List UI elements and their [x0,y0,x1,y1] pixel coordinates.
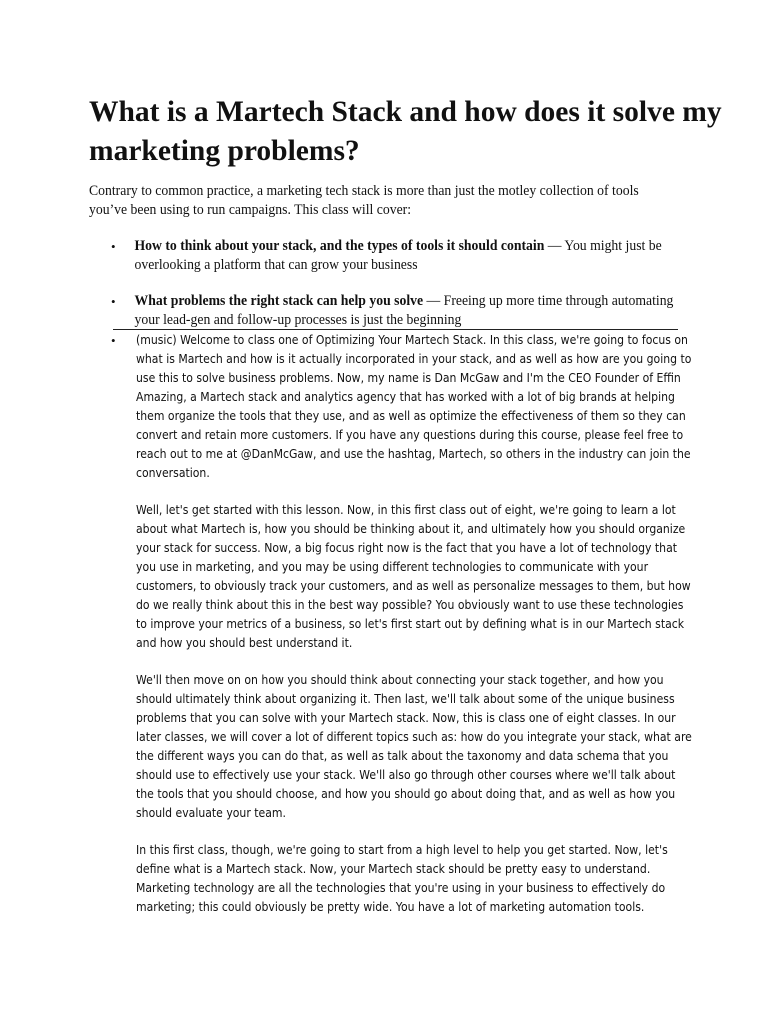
list-item-text [111,292,694,330]
list-item-description: — You might just be overlooking a platform that can grow your business [134,238,662,273]
bullet-icon: • [111,333,116,348]
list-item [111,292,686,330]
list-item-description: — Freeing up more time through automating your lead-gen and follow-up processes is just the beginning [134,293,674,328]
intro-paragraph: Contrary to common practice, a marketing tech stack is more than just the motley collection of tools you’ve been using to run campaigns. This class will cover: [89,183,639,218]
transcript-paragraph: In this first class, though, we're going to start from a high level to help you get started. Now, let's define what is a Martech stack. Now, your Martech stack should be pretty easy to understand. Marketing technology are all the technologies that you're using in your business to effectively do marketing; this could obviously be pretty wide. You have a lot of marketing automation tools. [136,843,668,914]
transcript-list-item [111,331,692,935]
list-item-text [111,237,694,275]
bullet-icon: • [111,294,116,309]
list-item-heading: What problems the right stack can help you solve [134,293,424,309]
list-item-heading: How to think about your stack, and the types of tools it should contain [134,238,545,254]
transcript-paragraph: Well, let's get started with this lesson. Now, in this first class out of eight, we're going to learn a lot about what Martech is, how you should be thinking about it, and ultimately how you should organize your stack for success. Now, a big focus right now is the fact that you have a lot of technology that you use in marketing, and you may be using different technologies to communicate with your customers, to obviously track your customers, and as well as personalize messages to them, but how do we really think about this in the best way possible? You obviously want to use these technologies to improve your metrics of a business, so let's first start out by defining what is in our Martech stack and how you should best understand it. [136,503,691,650]
bullet-icon: • [111,239,116,254]
transcript-paragraph: (music) Welcome to class one of Optimizing Your Martech Stack. In this class, we're going to focus on what is Martech and how is it actually incorporated in your stack, and as well as how are you going to use this to solve business problems. Now, my name is Dan McGaw and I'm the CEO Founder of Effin Amazing, a Martech stack and analytics agency that has worked with a lot of big brands at helping them organize the tools that they use, and as well as optimize the effectiveness of them so they can convert and retain more customers. If you have any questions during this course, please feel free to reach out to me at @DanMcGaw, and use the hashtag, Martech, so others in the industry can join the conversation. [136,333,692,480]
transcript-paragraph: We'll then move on on how you should think about connecting your stack together, and how you should ultimately think about organizing it. Then last, we'll talk about some of the unique business problems that you can solve with your Martech stack. Now, this is class one of eight classes. In our later classes, we will cover a lot of different topics such as: how do you integrate your stack, what are the different ways you can do that, as well as talk about the taxonomy and data schema that you should use to effectively use your stack. We'll also go through other courses where we'll talk about the tools that you should choose, and how you should go about doing that, and as well as how you should evaluate your team. [136,673,692,820]
page-title: What is a Martech Stack and how does it solve my marketing problems? [89,96,722,167]
list-item [111,237,686,275]
divider [113,329,678,330]
